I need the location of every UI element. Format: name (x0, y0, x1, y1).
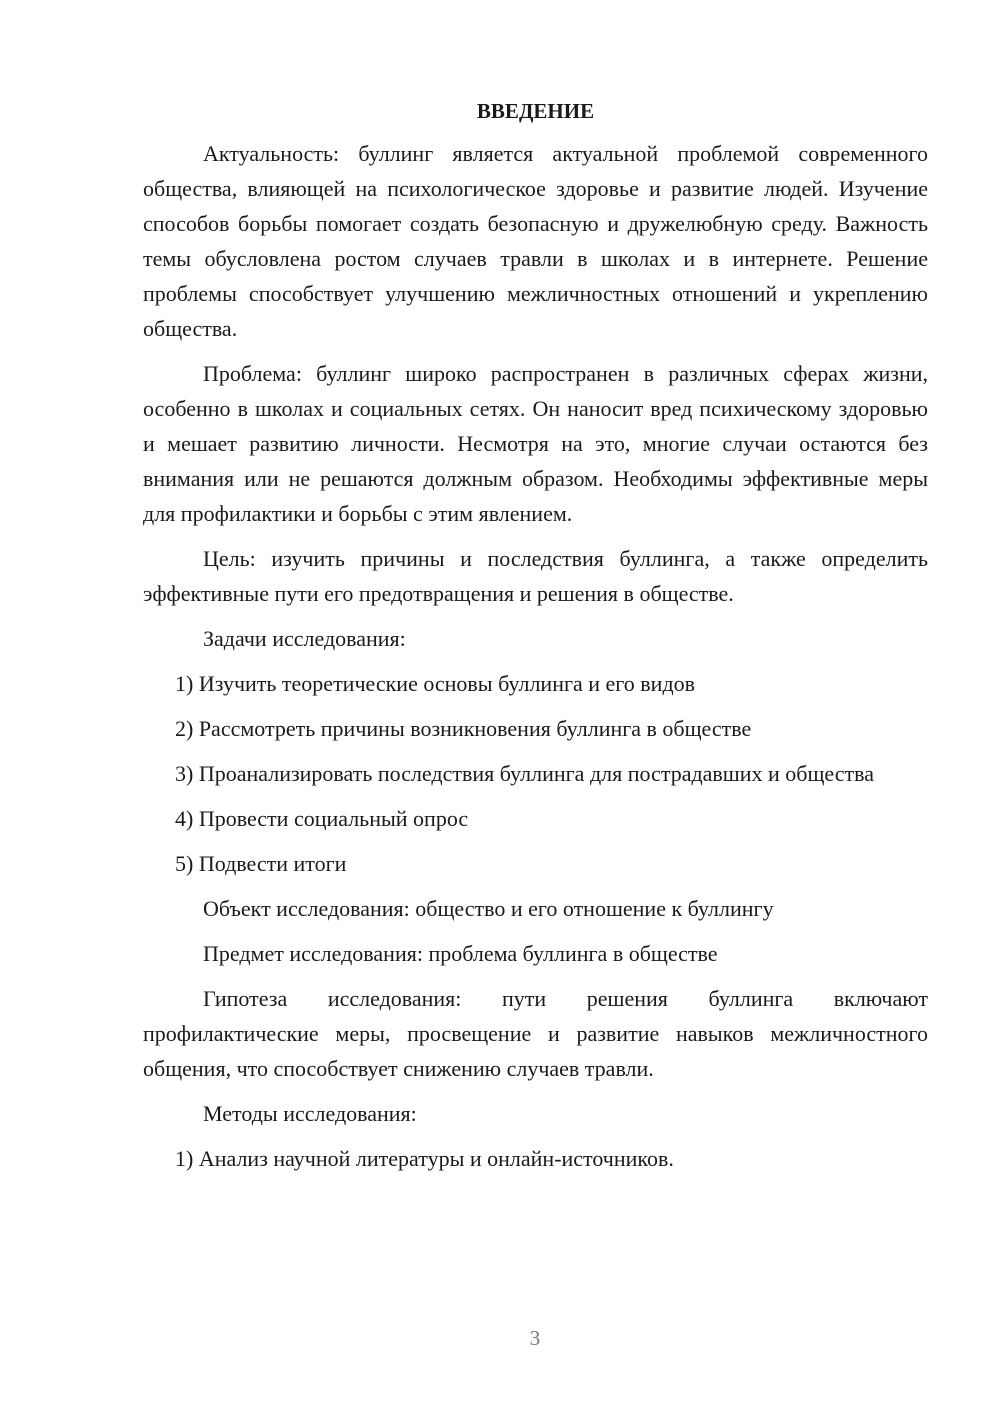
goal-paragraph: Цель: изучить причины и последствия буллинга, а также определить эффективные пути его предотвращения и решения в обществе. (143, 546, 928, 606)
page-number: 3 (529, 1326, 541, 1350)
relevance-paragraph: Актуальность: буллинг является актуальной проблемой современного общества, влияющей на психологическое здоровье и развитие людей. Изучение способов борьбы помогает создать безопасную и дружелюбную среду. Важность темы обусловлена ростом случаев травли в школах и в интернете. Решение проблемы способствует улучшению межличностных отношений и укреплению общества. (143, 141, 928, 341)
page-content (143, 96, 928, 1186)
research-subject: Предмет исследования: проблема буллинга в обществе (203, 941, 718, 966)
task-item: 4) Провести социальный опрос (175, 806, 469, 831)
tasks-heading: Задачи исследования: (203, 626, 406, 651)
methods-heading: Методы исследования: (203, 1101, 417, 1126)
research-object: Объект исследования: общество и его отношение к буллингу (203, 896, 774, 921)
task-item: 2) Рассмотреть причины возникновения буллинга в обществе (175, 716, 752, 741)
task-item: 1) Изучить теоретические основы буллинга и его видов (175, 671, 696, 696)
hypothesis-paragraph: Гипотеза исследования: пути решения буллинга включают профилактические меры, просвещение и развитие навыков межличностного общения, что способствует снижению случаев травли. (143, 986, 928, 1081)
task-item: 3) Проанализировать последствия буллинга для пострадавших и общества (175, 761, 874, 786)
task-item: 5) Подвести итоги (175, 851, 347, 876)
section-title: ВВЕДЕНИЕ (476, 99, 595, 123)
method-item: 1) Анализ научной литературы и онлайн-источников. (175, 1146, 674, 1171)
problem-paragraph: Проблема: буллинг широко распространен в различных сферах жизни, особенно в школах и социальных сетях. Он наносит вред психическому здоровью и мешает развитию личности. Несмотря на это, многие случаи остаются без внимания или не решаются должным образом. Необходимы эффективные меры для профилактики и борьбы с этим явлением. (143, 361, 928, 526)
